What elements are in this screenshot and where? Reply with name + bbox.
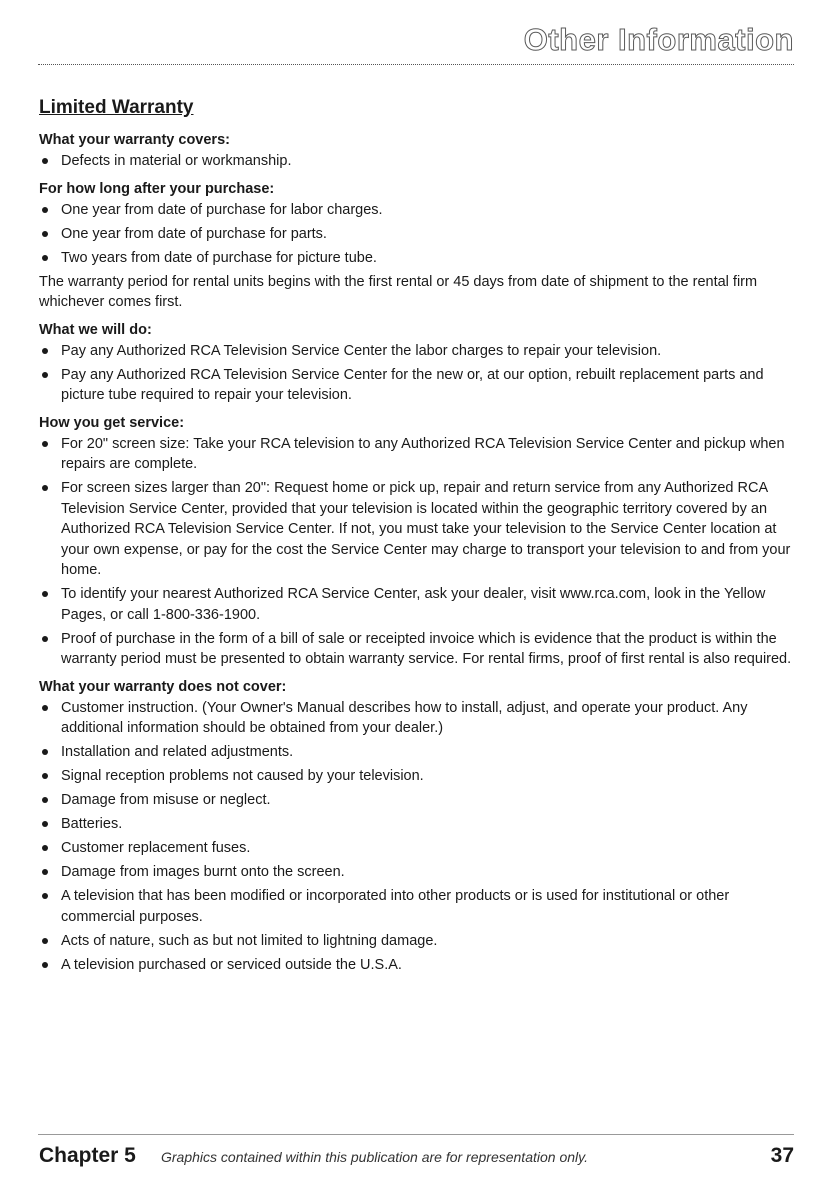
page-footer: [39, 1144, 794, 1172]
bullet-icon: [42, 773, 48, 779]
list-item: Damage from images burnt onto the screen.: [39, 862, 799, 883]
bullet-icon: [42, 636, 48, 642]
list-item: Installation and related adjustments.: [39, 742, 799, 763]
list-item: To identify your nearest Authorized RCA Service Center, ask your dealer, visit www.rca.com, look in the Yellow Pages, or call 1-800-336-1900.: [39, 584, 799, 625]
duration-heading: For how long after your purchase:: [39, 180, 275, 197]
list-item: Pay any Authorized RCA Television Service Center the labor charges to repair your television.: [39, 341, 799, 362]
bullet-icon: [42, 591, 48, 597]
service-group: [39, 413, 799, 670]
chapter-label: Chapter 5: [39, 1144, 136, 1167]
list-item: Acts of nature, such as but not limited to lightning damage.: [39, 931, 799, 952]
section-title: Limited Warranty: [39, 97, 194, 118]
will-do-group: [39, 320, 799, 406]
bullet-icon: [42, 158, 48, 164]
list-item: Two years from date of purchase for picture tube.: [39, 248, 799, 269]
bullet-icon: [42, 348, 48, 354]
bullet-icon: [42, 705, 48, 711]
bullet-icon: [42, 231, 48, 237]
duration-group: [39, 179, 799, 313]
bullet-icon: [42, 207, 48, 213]
bullet-icon: [42, 962, 48, 968]
list-item: One year from date of purchase for labor charges.: [39, 200, 799, 221]
list-item: Defects in material or workmanship.: [39, 151, 799, 172]
bullet-icon: [42, 441, 48, 447]
bullet-icon: [42, 372, 48, 378]
page-number: 37: [770, 1144, 794, 1167]
footer-note: Graphics contained within this publication are for representation only.: [161, 1149, 588, 1165]
list-item: Batteries.: [39, 814, 799, 835]
bullet-icon: [42, 797, 48, 803]
list-item: Customer replacement fuses.: [39, 838, 799, 859]
bullet-icon: [42, 869, 48, 875]
list-item: For 20" screen size: Take your RCA television to any Authorized RCA Television Service Center and pickup when repairs are complete.: [39, 434, 799, 475]
list-item: A television that has been modified or incorporated into other products or is used for institutional or other commercial purposes.: [39, 886, 799, 927]
not-covered-heading: What your warranty does not cover:: [39, 678, 287, 695]
warranty-content: [39, 97, 799, 982]
rental-note: The warranty period for rental units begins with the first rental or 45 days from date of shipment to the rental firm whichever comes first.: [39, 273, 758, 310]
list-item: Proof of purchase in the form of a bill of sale or receipted invoice which is evidence that the product is within the warranty period must be presented to obtain warranty service. For rental firms, proof of first rental is also required.: [39, 629, 799, 670]
list-item: A television purchased or serviced outside the U.S.A.: [39, 955, 799, 976]
bullet-icon: [42, 749, 48, 755]
list-item: Pay any Authorized RCA Television Service Center for the new or, at our option, rebuilt replacement parts and picture tube required to repair your television.: [39, 365, 799, 406]
bullet-icon: [42, 938, 48, 944]
list-item: Customer instruction. (Your Owner's Manual describes how to install, adjust, and operate your product. Any additional information should be obtained from your dealer.): [39, 698, 799, 739]
service-heading: How you get service:: [39, 414, 185, 431]
bullet-icon: [42, 255, 48, 261]
not-covered-group: [39, 677, 799, 976]
covers-group: [39, 130, 799, 172]
list-item: One year from date of purchase for parts.: [39, 224, 799, 245]
list-item: For screen sizes larger than 20": Request home or pick up, repair and return service from any Authorized RCA Television Service Center, provided that your television is located within the geographic territory covered by an Authorized RCA Television Service Center. If not, you must take your television to the Service Center location at your own expense, or pay for the cost the Service Center may charge to transport your television to and from your home.: [39, 478, 799, 581]
bullet-icon: [42, 485, 48, 491]
will-do-heading: What we will do:: [39, 321, 152, 338]
list-item: Signal reception problems not caused by your television.: [39, 766, 799, 787]
bullet-icon: [42, 893, 48, 899]
bullet-icon: [42, 821, 48, 827]
page-header-title: Other Information: [523, 22, 794, 57]
list-item: Damage from misuse or neglect.: [39, 790, 799, 811]
bullet-icon: [42, 845, 48, 851]
footer-divider: [38, 1134, 794, 1135]
covers-heading: What your warranty covers:: [39, 132, 230, 148]
header-divider: [38, 64, 794, 65]
